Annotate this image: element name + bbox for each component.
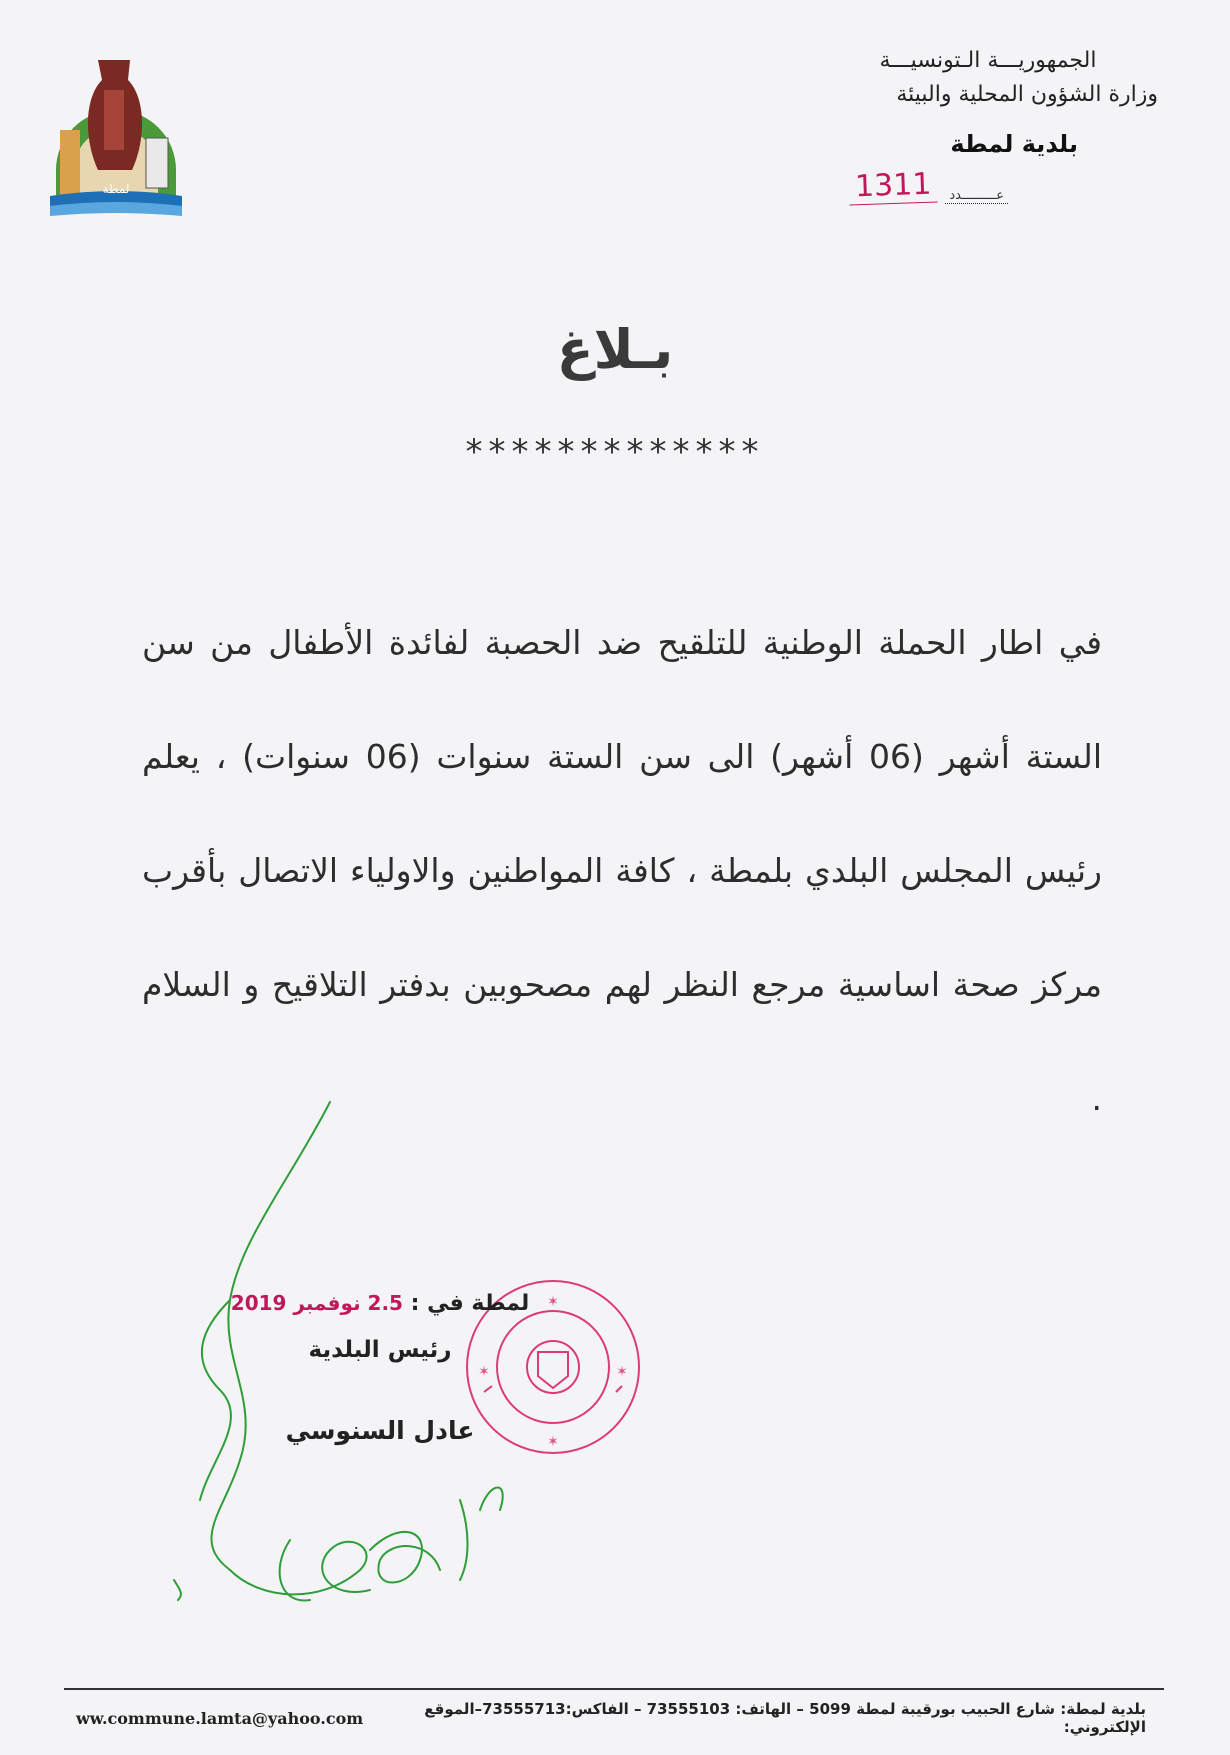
footer-address: بلدية لمطة: شارع الحبيب بورقيبة لمطة 5099 – الهاتف: 73555103 – الفاكس:73555713–الموقع الإلكتروني: [424, 1700, 1146, 1736]
reference-number: 1311 [848, 166, 938, 205]
republic-heading: الجمهوريـــة الـتونسيـــة [879, 48, 1097, 73]
svg-text:✶: ✶ [616, 1364, 628, 1380]
reference-number-row [738, 168, 1008, 204]
svg-text:✶: ✶ [478, 1364, 490, 1380]
signature-block [230, 1283, 530, 1445]
logo-caption: لمطة [102, 182, 130, 196]
municipality-emblem-icon [46, 50, 186, 220]
footer-divider [64, 1688, 1164, 1690]
municipality-name: بلدية لمطة [950, 130, 1078, 158]
ministry-heading: وزارة الشؤون المحلية والبيئة [896, 82, 1158, 107]
notice-body: في اطار الحملة الوطنية للتلقيح ضد الحصبة لفائدة الأطفال من سن الستة أشهر (06 أشهر) الى سن الستة سنوات (06 سنوات) ، يعلم رئيس المجلس البلدي بلمطة ، كافة المواطنين والاولياء الاتصال بأقرب مركز صحة اساسية مرجع النظر لهم مصحوبين بدفتر التلاقيح و السلام . [142, 623, 1102, 1118]
signatory-title: رئيس البلدية [308, 1337, 452, 1363]
notice-title [0, 318, 1230, 381]
svg-text:✶: ✶ [547, 1434, 559, 1450]
reference-label: عـــــــــدد [945, 188, 1008, 204]
letterhead [738, 44, 1158, 204]
title-stars-divider: ************* [465, 432, 765, 472]
svg-text:✶: ✶ [547, 1294, 559, 1310]
footer-website: ww.commune.lamta@yahoo.com [76, 1708, 364, 1728]
signatory-name: عادل السنوسي [285, 1416, 475, 1445]
date-prefix: لمطة في : [410, 1291, 530, 1316]
signature-date [230, 1283, 530, 1324]
date-handwritten: 2.5 نوفمبر 2019 [230, 1291, 403, 1315]
notice-title-text: بـلاغ [556, 318, 674, 381]
footer [76, 1700, 1146, 1736]
